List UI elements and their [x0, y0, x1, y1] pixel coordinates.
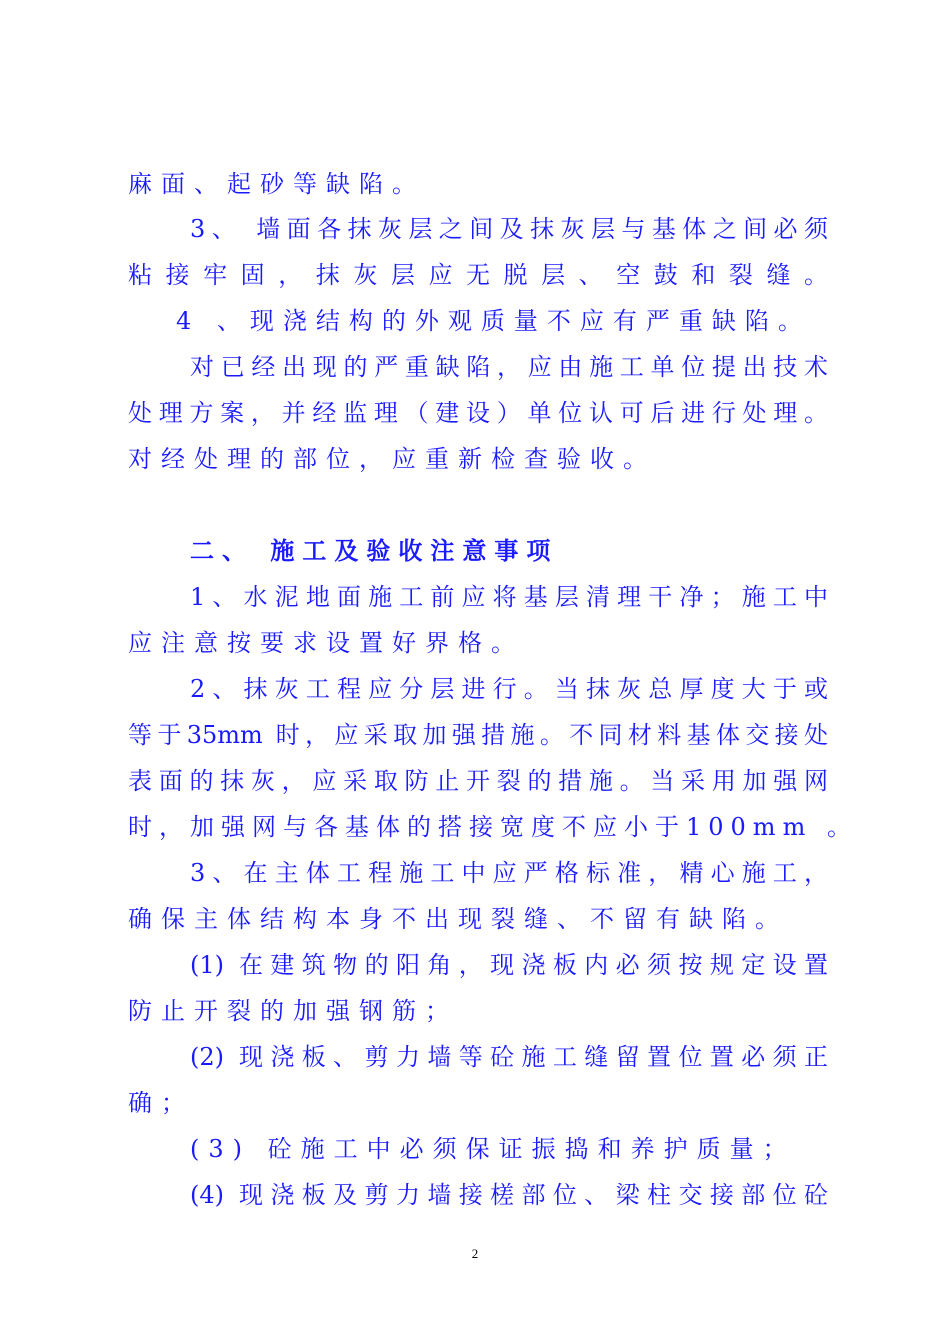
text-line: 表面的抹灰，应采取防止开裂的措施。当采用加强网: [128, 767, 828, 795]
text-line: 确；: [128, 1089, 194, 1117]
section-heading: 二、 施工及验收注意事项: [190, 536, 559, 565]
text-line: 4 、现浇结构的外观质量不应有严重缺陷。: [176, 307, 811, 335]
text-line: 处理方案，并经监理（建设）单位认可后进行处理。: [128, 399, 828, 427]
text-line: 粘接牢固，抹灰层应无脱层、空鼓和裂缝。: [128, 261, 828, 289]
text-line: 对已经出现的严重缺陷，应由施工单位提出技术: [190, 353, 828, 381]
text-line: (3) 砼施工中必须保证振捣和养护质量；: [190, 1135, 796, 1163]
text-line: (4) 现浇板及剪力墙接槎部位、梁柱交接部位砼: [190, 1181, 828, 1209]
text-line: 等于35mm 时，应采取加强措施。不同材料基体交接处: [128, 721, 828, 749]
text-line: 3、 墙面各抹灰层之间及抹灰层与基体之间必须: [190, 215, 828, 243]
text-line: 防止开裂的加强钢筋；: [128, 997, 458, 1025]
text-line: 应注意按要求设置好界格。: [128, 629, 524, 657]
text-line: 时，加强网与各基体的搭接宽度不应小于100mm 。: [128, 813, 858, 841]
text-line: (2) 现浇板、剪力墙等砼施工缝留置位置必须正: [190, 1043, 828, 1071]
text-line: (1) 在建筑物的阳角，现浇板内必须按规定设置: [190, 951, 828, 979]
text-line: 3、在主体工程施工中应严格标准，精心施工，: [190, 859, 828, 887]
text-line: 1、水泥地面施工前应将基层清理干净；施工中: [190, 583, 828, 611]
text-line: 确保主体结构本身不出现裂缝、不留有缺陷。: [128, 905, 788, 933]
text-line: 麻面、起砂等缺陷。: [128, 170, 425, 198]
page-number: 2: [471, 1246, 479, 1261]
text-line: 2、抹灰工程应分层进行。当抹灰总厚度大于或: [190, 675, 828, 703]
text-line: 对经处理的部位，应重新检查验收。: [128, 445, 656, 473]
